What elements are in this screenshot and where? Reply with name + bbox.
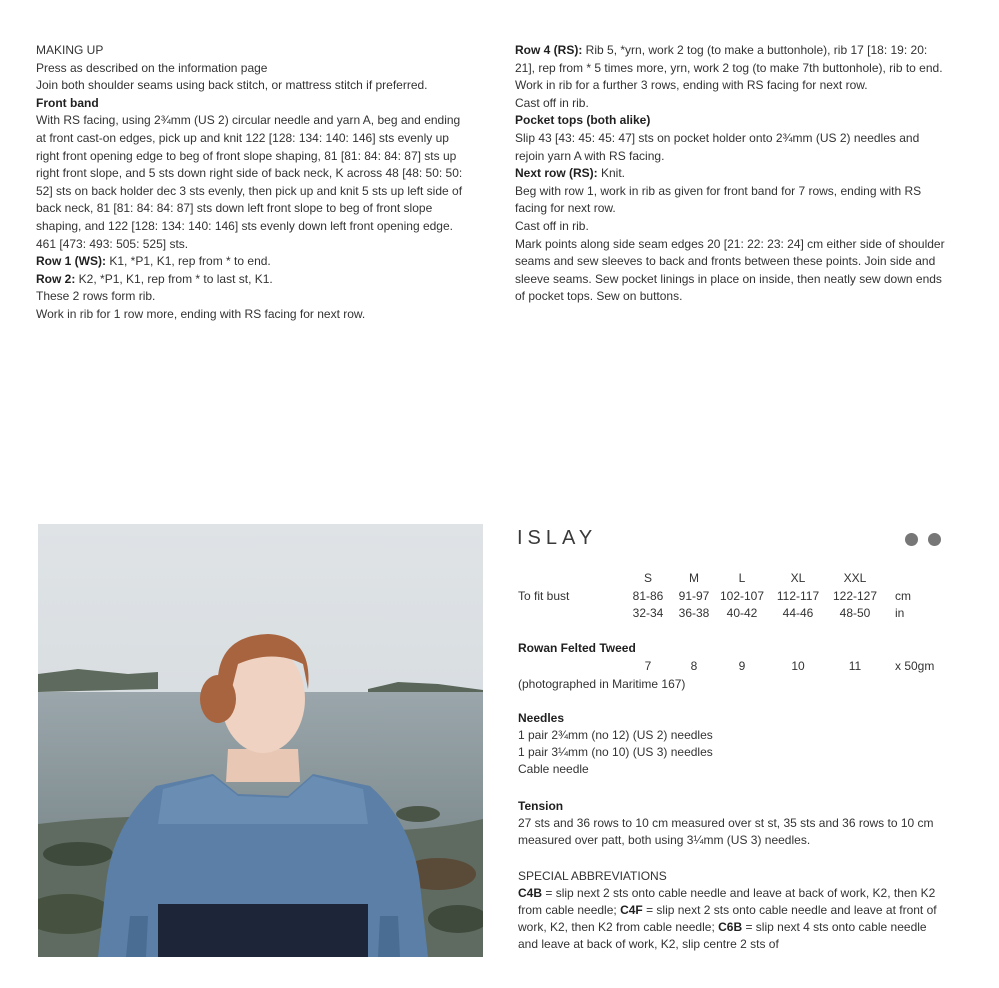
row-1-text: K1, *P1, K1, rep from * to end.: [106, 254, 271, 269]
yarn-qty-m: 8: [690, 659, 698, 673]
size-l: L: [738, 571, 746, 585]
rib-rows: Beg with row 1, work in rib as given for front band for 7 rows, ending with RS facing for next row.: [515, 183, 922, 216]
size-xl: XL: [790, 571, 806, 585]
making-up-column: [36, 42, 466, 324]
pocket-tops-text: Slip 43 [43: 45: 45: 47] sts on pocket holder onto 2¾mm (US 2) needles and rejoin yarn A with RS facing.: [515, 130, 920, 163]
c4f-label: C4F: [620, 903, 643, 917]
cast-off-1: Cast off in rib.: [515, 95, 589, 110]
yarn-note: (photographed in Maritime 167): [518, 677, 686, 691]
row-4-text: Rib 5, *yrn, work 2 tog (to make a buttonhole), rib 17 [18: 19: 20: 21], rep from * 5 times more, yrn, work 2 tog (to make 7th buttonhole), rib to end.: [515, 43, 943, 75]
making-up-line-2: Join both shoulder seams using back stitch, or mattress stitch if preferred.: [36, 78, 428, 93]
rib-continue: Work in rib for 1 row more, ending with RS facing for next row.: [36, 306, 366, 321]
c4b-text: = slip next 2 sts onto cable needle and leave at back of work, K2, then K2 from cable needle;: [518, 886, 936, 917]
abbreviations-section: [518, 868, 943, 960]
bust-in-s: 32-34: [632, 606, 664, 620]
row-1-label: Row 1 (WS):: [36, 254, 106, 269]
seam-instructions: Mark points along side seam edges 20 [21: 22: 23: 24] cm either side of shoulder seams and sew sleeves to back and fronts between these points. Join side and sleeve seams. Sew pocket linings in place on inside, then neatly sew down ends of pocket tops. Sew on buttons.: [515, 236, 945, 304]
rib-further: Work in rib for a further 3 rows, ending with RS facing for next row.: [515, 78, 868, 93]
c4b-label: C4B: [518, 886, 543, 900]
c4f-text: = slip next 2 sts onto cable needle and leave at front of work, K2, then K2 from cable needle;: [518, 903, 937, 934]
next-row-text: Knit.: [597, 166, 626, 181]
bust-cm-s: 81-86: [632, 589, 664, 603]
front-band-paragraph: With RS facing, using 2¾mm (US 2) circular needle and yarn A, beg and ending at front cast-on edges, pick up and knit 122 [128: 134: 140: 146] sts evenly up right front opening edge to beg of front slope shaping, 81 [81: 84: 84: 87] sts up right front slope, and 5 sts down right side of back neck, K across 48 [48: 50: 50: 52] sts on back holder dec 3 sts evenly, then pick up and knit 5 sts up left side of back neck, 81 [81: 84: 84: 87] sts down left front slope to beg of front slope shaping, and 122 [128: 134: 140: 146] sts evenly down left front opening edge. 461 [473: 493: 505: 525] sts.: [36, 113, 463, 251]
abbreviations-heading: SPECIAL ABBREVIATIONS: [518, 869, 667, 883]
model-photo: [38, 524, 483, 957]
abbreviations-text: [518, 885, 943, 953]
fit-bust-label: To fit bust: [518, 589, 570, 603]
bust-in-m: 36-38: [678, 606, 710, 620]
bust-in-l: 40-42: [726, 606, 758, 620]
size-xxl: XXL: [843, 571, 867, 585]
bust-cm-l: 102-107: [719, 589, 765, 603]
needle-item-2: 1 pair 3¼mm (no 10) (US 3) needles: [518, 745, 713, 759]
bust-in-xxl: 48-50: [839, 606, 871, 620]
difficulty-dot-icon-2: [928, 533, 941, 546]
c6b-text: = slip next 4 sts onto cable needle and leave at back of work, K2, slip centre 2 sts of: [518, 920, 927, 951]
needle-item-1: 1 pair 2¾mm (no 12) (US 2) needles: [518, 728, 713, 742]
row-2-line: [36, 271, 466, 289]
making-up-line-1: Press as described on the information page: [36, 60, 268, 75]
cast-off-2: Cast off in rib.: [515, 218, 589, 233]
cm-unit: cm: [895, 589, 911, 603]
bust-cm-xl: 112-117: [776, 589, 820, 603]
row-1-line: [36, 253, 466, 271]
yarn-qty-xxl: 11: [848, 659, 862, 673]
yarn-heading: Rowan Felted Tweed: [518, 641, 636, 655]
needles-heading: Needles: [518, 711, 565, 725]
difficulty-dot-icon-1: [905, 533, 918, 546]
yarn-qty-l: 9: [738, 659, 746, 673]
row-4-label: Row 4 (RS):: [515, 43, 583, 57]
pocket-tops-heading: Pocket tops (both alike): [515, 113, 651, 128]
front-band-heading: Front band: [36, 95, 99, 110]
row-2-text: K2, *P1, K1, rep from * to last st, K1.: [75, 271, 273, 286]
tension-section: [518, 798, 948, 849]
yarn-qty-xl: 10: [791, 659, 805, 673]
needle-item-3: Cable needle: [518, 762, 589, 776]
next-row-line: [515, 165, 950, 183]
pattern-title: ISLAY: [517, 527, 598, 549]
making-up-heading: MAKING UP: [36, 43, 104, 57]
size-s: S: [643, 571, 652, 585]
yarn-unit: x 50gm: [895, 659, 935, 673]
bust-in-xl: 44-46: [782, 606, 814, 620]
model-photo-illustration: [38, 524, 483, 957]
next-row-label: Next row (RS):: [515, 166, 598, 181]
in-unit: in: [895, 606, 905, 620]
bust-cm-xxl: 122-127: [832, 589, 878, 603]
row-2-label: Row 2:: [36, 271, 76, 286]
needles-section: [518, 710, 948, 778]
rib-note: These 2 rows form rib.: [36, 289, 156, 304]
row-4-line: [515, 42, 950, 77]
c6b-label: C6B: [718, 920, 743, 934]
size-m: M: [689, 571, 699, 585]
bust-cm-m: 91-97: [678, 589, 710, 603]
finishing-column: [515, 42, 950, 306]
tension-text: 27 sts and 36 rows to 10 cm measured over st st, 35 sts and 36 rows to 10 cm measured over patt, both using 3¼mm (US 3) needles.: [518, 816, 934, 847]
tension-heading: Tension: [518, 799, 564, 813]
yarn-qty-s: 7: [644, 659, 652, 673]
